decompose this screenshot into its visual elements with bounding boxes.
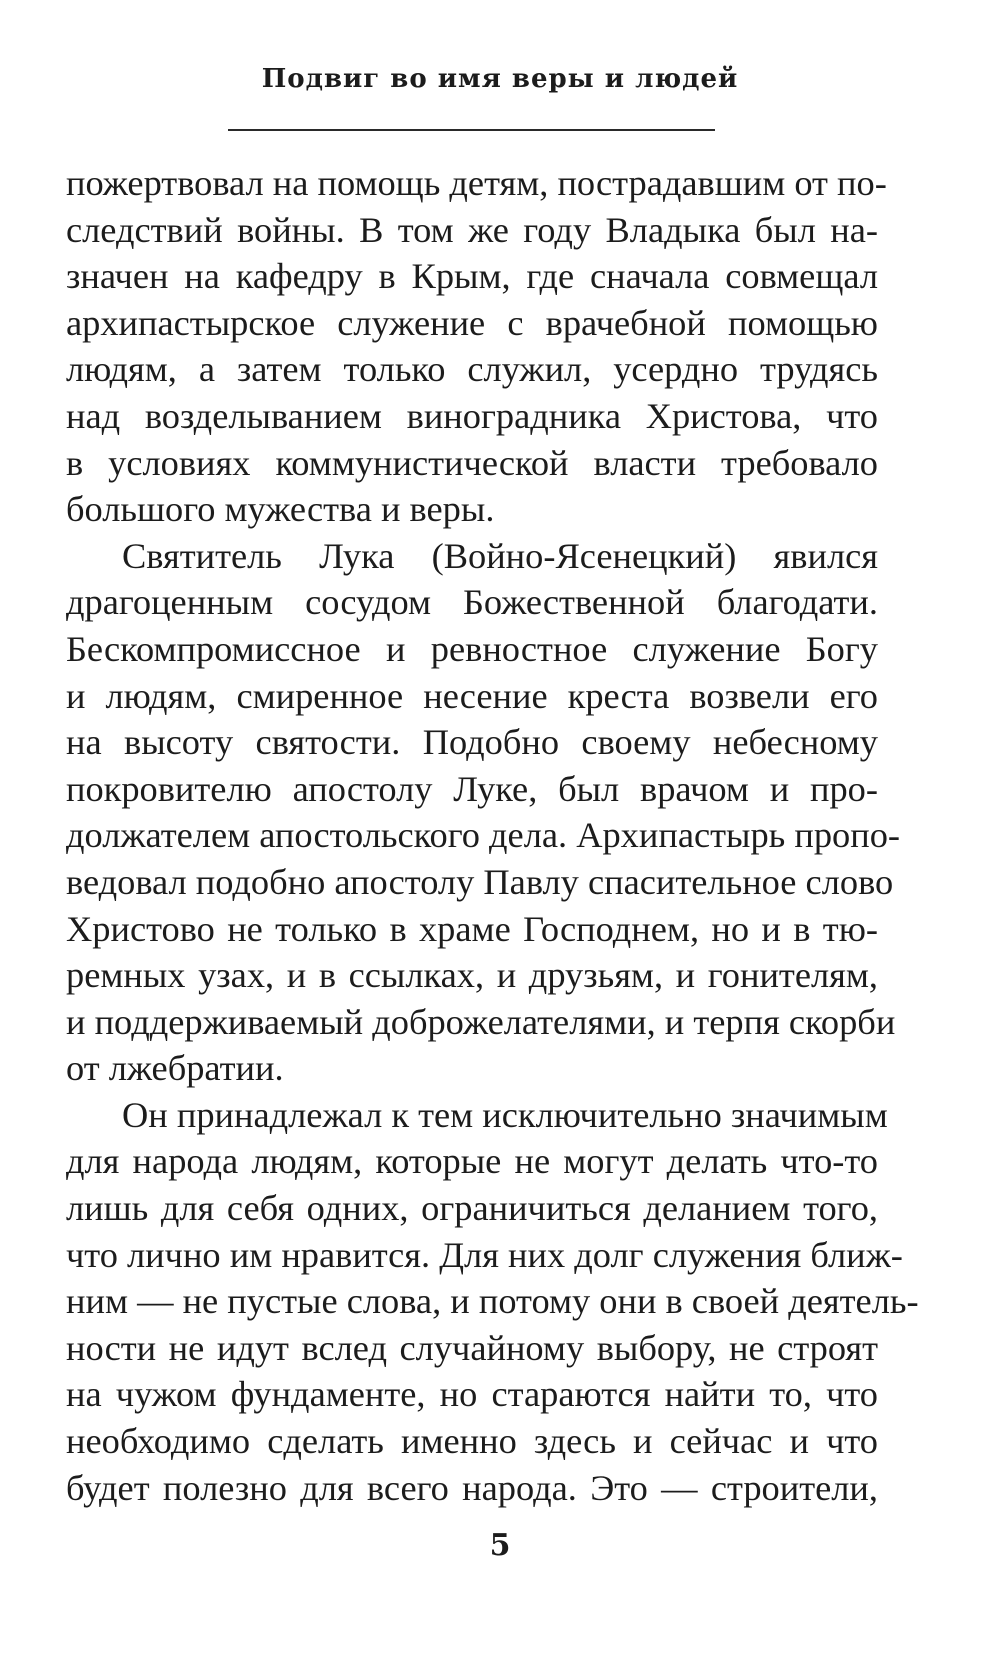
text-line: значен на кафедру в Крым, где сначала совмещал	[66, 256, 878, 297]
text-line: и людям, смиренное несение креста возвели его	[66, 675, 878, 716]
text-line: что лично им нравится. Для них долг служения ближ-	[66, 1234, 903, 1275]
text-line: покровителю апостолу Луке, был врачом и про-	[66, 768, 878, 809]
header-rule	[228, 129, 715, 131]
text-line: ремных узах, и в ссылках, и друзьям, и гонителям,	[66, 955, 878, 996]
text-line: следствий войны. В том же году Владыка был на-	[66, 209, 878, 250]
text-line: архипастырское служение с врачебной помощью	[66, 302, 878, 343]
text-line: драгоценным сосудом Божественной благодати.	[66, 582, 878, 623]
text-line: ведовал подобно апостолу Павлу спасительное слово	[66, 861, 894, 902]
body-text	[66, 160, 919, 1511]
text-line: лишь для себя одних, ограничиться деланием того,	[66, 1188, 878, 1229]
page-number: 5	[489, 1528, 511, 1563]
text-line: необходимо сделать именно здесь и сейчас и что	[66, 1421, 878, 1462]
text-line: пожертвовал на помощь детям, пострадавшим от по-	[66, 163, 887, 203]
text-line: Он принадлежал к тем исключительно значимым	[122, 1094, 888, 1135]
text-line: в условиях коммунистической власти требовало	[66, 442, 878, 483]
text-line: Христово не только в храме Господнем, но и в тю-	[66, 908, 878, 949]
text-line: от лжебратии.	[66, 1048, 284, 1089]
text-line: Святитель Лука (Войно-Ясенецкий) явился	[122, 535, 878, 576]
text-line: Бескомпромиссное и ревностное служение Богу	[66, 628, 878, 669]
text-line: ности не идут вслед случайному выбору, не строят	[66, 1327, 878, 1368]
text-line: и поддерживаемый доброжелателями, и терпя скорби	[66, 1001, 896, 1042]
text-line: людям, а затем только служил, усердно трудясь	[66, 349, 878, 390]
text-line: над возделыванием виноградника Христова, что	[66, 395, 878, 436]
running-header: Подвиг во имя веры и людей	[261, 64, 739, 94]
text-line: будет полезно для всего народа. Это — строители,	[66, 1467, 878, 1508]
text-line: должателем апостольского дела. Архипастырь пропо-	[66, 815, 901, 856]
text-line: на высоту святости. Подобно своему небесному	[66, 722, 878, 763]
text-line: для народа людям, которые не могут делать что-то	[66, 1141, 878, 1182]
text-line: ним — не пустые слова, и потому они в своей деятель-	[66, 1281, 919, 1322]
text-line: большого мужества и веры.	[66, 489, 495, 530]
text-line: на чужом фундаменте, но стараются найти то, что	[66, 1374, 878, 1415]
